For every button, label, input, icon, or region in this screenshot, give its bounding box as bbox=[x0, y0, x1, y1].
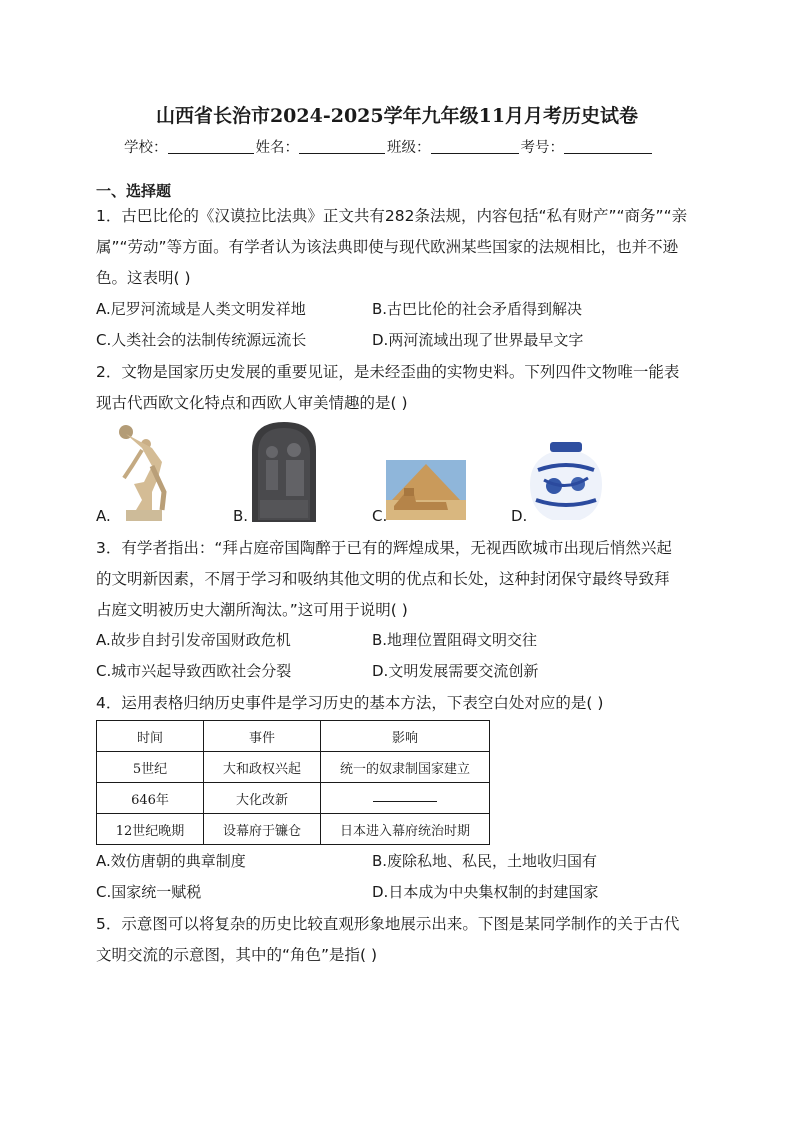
q5-stem-line-2: 文明交流的示意图，其中的“角色”是指( ) bbox=[96, 946, 378, 964]
exam-no-blank[interactable] bbox=[564, 139, 652, 154]
table-cell: 12世纪晚期 bbox=[97, 814, 204, 845]
q3-stem-line-2: 的文明新因素，不屑于学习和吸纳其他文明的优点和长处，这种封闭保守最终导致拜 bbox=[96, 570, 670, 588]
table-cell-blank[interactable] bbox=[321, 783, 490, 814]
name-blank[interactable] bbox=[299, 139, 385, 154]
q2-label-a[interactable]: A. bbox=[96, 507, 111, 525]
q1-option-a[interactable]: A.尼罗河流域是人类文明发祥地 bbox=[96, 300, 306, 318]
q1-option-d[interactable]: D.两河流域出现了世界最早文字 bbox=[372, 331, 584, 349]
q4-table bbox=[96, 720, 490, 845]
q1-option-c[interactable]: C.人类社会的法制传统源远流长 bbox=[96, 331, 307, 349]
q2-label-b[interactable]: B. bbox=[233, 507, 249, 525]
student-info-line bbox=[124, 136, 654, 157]
q1-stem-line-1: 1．古巴比伦的《汉谟拉比法典》正文共有282条法规，内容包括“私有财产”“商务”“亲 bbox=[96, 207, 688, 225]
class-label: 班级： bbox=[387, 140, 431, 156]
table-header-cell: 影响 bbox=[321, 721, 490, 752]
q3-option-c[interactable]: C.城市兴起导致西欧社会分裂 bbox=[96, 662, 292, 680]
table-row bbox=[97, 814, 490, 845]
q4-option-a[interactable]: A.效仿唐朝的典章制度 bbox=[96, 852, 246, 870]
table-cell: 日本进入幕府统治时期 bbox=[321, 814, 490, 845]
q3-stem-line-3: 占庭文明被历史大潮所淘汰。”这可用于说明( ) bbox=[96, 601, 408, 619]
q5-stem-line-1: 5．示意图可以将复杂的历史比较直观形象地展示出来。下图是某同学制作的关于古代 bbox=[96, 915, 680, 933]
table-row bbox=[97, 752, 490, 783]
q2-label-c[interactable]: C. bbox=[372, 507, 388, 525]
discobolus-statue-image bbox=[112, 422, 174, 522]
hammurabi-stele-image bbox=[248, 420, 320, 522]
fill-in-blank[interactable] bbox=[373, 791, 437, 802]
page-title: 山西省长治市2024-2025学年九年级11月月考历史试卷 bbox=[155, 105, 639, 127]
table-header-cell: 时间 bbox=[97, 721, 204, 752]
q1-stem-line-2: 属”“劳动”等方面。有学者认为该法典即使与现代欧洲某些国家的法规相比，也并不逊 bbox=[96, 238, 679, 256]
school-blank[interactable] bbox=[168, 139, 254, 154]
q2-stem-line-1: 2．文物是国家历史发展的重要见证，是未经歪曲的实物史料。下列四件文物唯一能表 bbox=[96, 363, 680, 381]
q3-stem-line-1: 3．有学者指出：“拜占庭帝国陶醉于已有的辉煌成果，无视西欧城市出现后悄然兴起 bbox=[96, 539, 672, 557]
q4-option-c[interactable]: C.国家统一赋税 bbox=[96, 883, 202, 901]
table-row bbox=[97, 783, 490, 814]
q1-option-b[interactable]: B.古巴比伦的社会矛盾得到解决 bbox=[372, 300, 583, 318]
school-label: 学校： bbox=[124, 140, 168, 156]
q4-stem-line-1: 4．运用表格归纳历史事件是学习历史的基本方法，下表空白处对应的是( ) bbox=[96, 694, 604, 712]
q4-option-b[interactable]: B.废除私地、私民，土地收归国有 bbox=[372, 852, 598, 870]
table-cell: 大化改新 bbox=[204, 783, 321, 814]
exam-no-label: 考号： bbox=[520, 140, 564, 156]
name-label: 姓名： bbox=[255, 140, 299, 156]
q2-stem-line-2: 现古代西欧文化特点和西欧人审美情趣的是( ) bbox=[96, 394, 408, 412]
table-cell: 大和政权兴起 bbox=[204, 752, 321, 783]
q3-option-b[interactable]: B.地理位置阻碍文明交往 bbox=[372, 631, 538, 649]
table-cell: 统一的奴隶制国家建立 bbox=[321, 752, 490, 783]
table-cell: 646年 bbox=[97, 783, 204, 814]
class-blank[interactable] bbox=[431, 139, 519, 154]
q1-stem-line-3: 色。这表明( ) bbox=[96, 269, 191, 287]
table-header-cell: 事件 bbox=[204, 721, 321, 752]
q3-option-a[interactable]: A.故步自封引发帝国财政危机 bbox=[96, 631, 291, 649]
q4-option-d[interactable]: D.日本成为中央集权制的封建国家 bbox=[372, 883, 599, 901]
section-heading: 一、选择题 bbox=[96, 182, 172, 200]
q3-option-d[interactable]: D.文明发展需要交流创新 bbox=[372, 662, 539, 680]
q2-label-d[interactable]: D. bbox=[511, 507, 528, 525]
sphinx-pyramid-image bbox=[386, 460, 466, 520]
table-cell: 5世纪 bbox=[97, 752, 204, 783]
table-header-row bbox=[97, 721, 490, 752]
porcelain-jar-image bbox=[526, 440, 606, 522]
table-cell: 设幕府于镰仓 bbox=[204, 814, 321, 845]
